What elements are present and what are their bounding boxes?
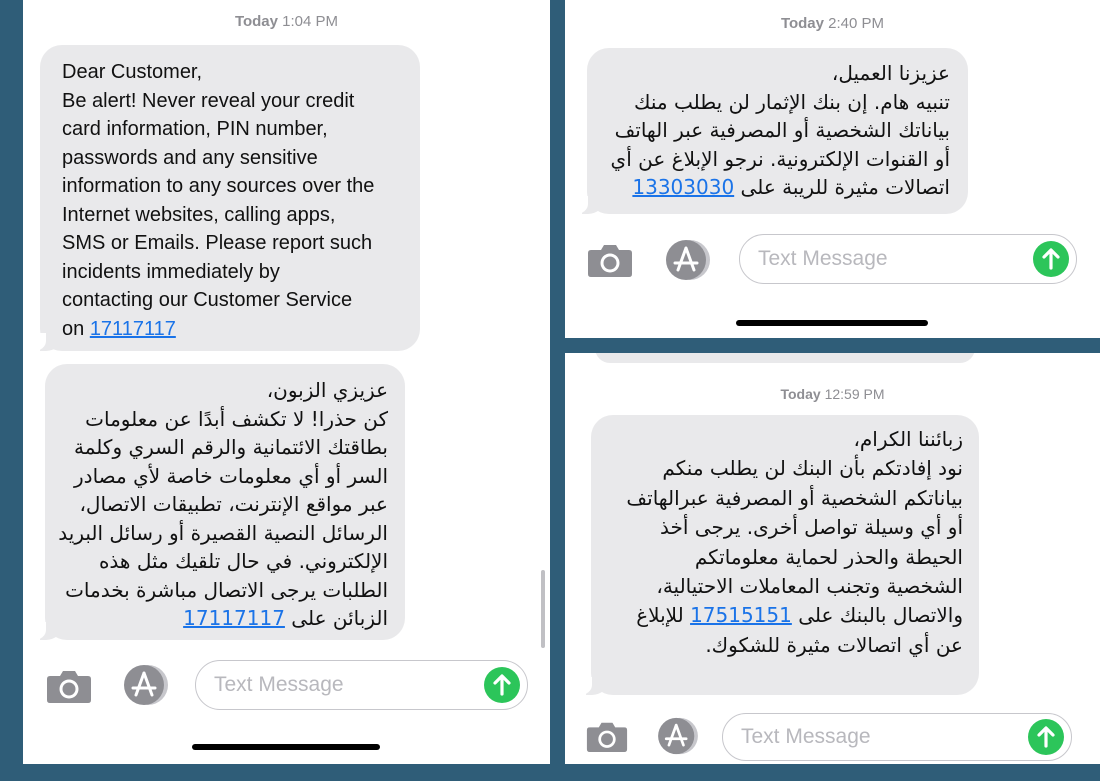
message-timestamp: Today 2:40 PM — [780, 15, 885, 32]
message-text-arabic: زبائننا الكرام، نود إفادتكم بأن البنك لن يطلب منكم بياناتكم الشخصية أو المصرفية عبرالهاتف أو أي وسيلة تواصل أخرى. يرجى أخذ الحيطة والحذر لحماية معلوماتكم الشخصية وتجنب المعاملات الاحتيالية، والاتصال بالبنك على 17515151 للإبلاغ عن أي اتصالات مثيرة للشكوك. — [626, 427, 963, 657]
app-store-icon[interactable] — [120, 664, 172, 706]
message-bubble-english — [40, 45, 420, 351]
home-indicator — [192, 744, 380, 750]
phone-number-link[interactable]: 13303030 — [632, 175, 735, 199]
previous-message-bubble-edge — [595, 353, 975, 363]
app-store-icon[interactable] — [662, 239, 714, 281]
conversation-panel-ithmaar — [565, 0, 1100, 338]
send-arrow-up-icon[interactable] — [484, 667, 520, 703]
camera-icon[interactable] — [587, 242, 633, 278]
send-arrow-up-icon[interactable] — [1028, 719, 1064, 755]
phone-number-link[interactable]: 17117117 — [89, 317, 176, 340]
home-indicator — [736, 320, 928, 326]
send-arrow-up-icon[interactable] — [1033, 241, 1069, 277]
message-bubble-arabic — [45, 364, 405, 640]
text-message-input[interactable] — [195, 660, 528, 710]
message-text-arabic: عزيزي الزبون، كن حذرا! لا تكشف أبدًا عن معلومات بطاقتك الائتمانية والرقم السري وكلمة السر أو أي معلومات خاصة لأي مصادر عبر مواقع الإنترنت، تطبيقات الاتصال، الرسائل النصية القصيرة أو رسائل البريد الإلكتروني. في حال تلقيك مثل هذه الطلبات يرجى الاتصال مباشرة بخدمات الزبائن على 17117117 — [58, 378, 388, 630]
phone-number-link[interactable]: 17117117 — [183, 606, 285, 630]
message-text-arabic: عزيزنا العميل، تنبيه هام. إن بنك الإثمار لن يطلب منك بياناتك الشخصية أو المصرفية عبر الهاتف أو القنوات الإلكترونية. نرجو الإبلاغ عن أي اتصالات مثيرة للريبة على 13303030 — [610, 61, 950, 199]
app-store-icon[interactable] — [654, 717, 702, 755]
camera-icon[interactable] — [586, 720, 628, 753]
input-placeholder: Text Message — [214, 673, 344, 696]
scroll-indicator[interactable] — [541, 570, 545, 648]
input-placeholder: Text Message — [741, 725, 871, 748]
text-message-input[interactable] — [739, 234, 1077, 284]
phone-number-link[interactable]: 17515151 — [690, 603, 792, 628]
conversation-panel-english-arabic — [23, 0, 550, 764]
text-message-input[interactable] — [722, 713, 1072, 761]
message-bubble-arabic — [591, 415, 979, 695]
message-bubble-arabic — [587, 48, 968, 214]
camera-icon[interactable] — [46, 668, 92, 704]
conversation-panel-bank-notice — [565, 353, 1100, 764]
message-timestamp: Today 12:59 PM — [780, 386, 885, 402]
input-placeholder: Text Message — [758, 247, 888, 270]
message-text-english: Dear Customer, Be alert! Never reveal your credit card information, PIN number, passwords and any sensitive information to any sources over the Internet websites, calling apps, SMS or Emails. Please report such incidents immediately by contacting our Customer Service on 17117117 — [62, 61, 375, 340]
message-timestamp: Today 1:04 PM — [234, 13, 339, 30]
